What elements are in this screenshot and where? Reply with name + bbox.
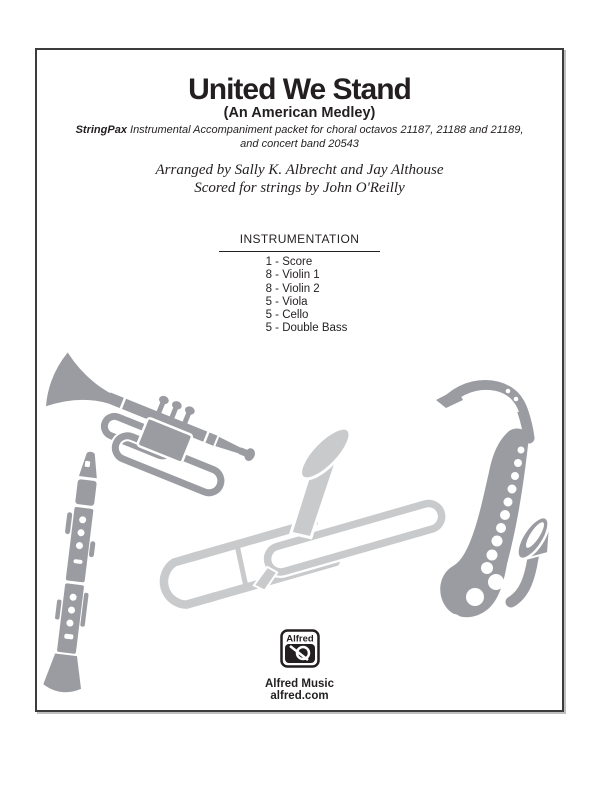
alfred-logo-text: Alfred xyxy=(285,633,314,645)
instrumentation-item: 8 - Violin 1 xyxy=(265,269,320,282)
packet-description-line1-rest: Instrumental Accompaniment packet for choral octavos 21187, 21188 and 21189, xyxy=(126,124,524,136)
instrumentation-heading: INSTRUMENTATION xyxy=(219,232,381,252)
instrumentation-section xyxy=(37,230,562,252)
page-title: United We Stand xyxy=(188,73,411,106)
saxophone-icon xyxy=(436,385,554,630)
trumpet-icon xyxy=(34,351,264,504)
instrumentation-item: 5 - Viola xyxy=(265,295,308,308)
publisher-website: alfred.com xyxy=(270,690,329,702)
instrumentation-item: 5 - Cello xyxy=(265,309,309,322)
arranger-credit: Arranged by Sally K. Albrecht and Jay Althouse xyxy=(155,162,444,178)
packet-description-line2: and concert band 20543 xyxy=(240,137,359,150)
credits xyxy=(37,162,562,197)
instrumentation-item: 8 - Violin 2 xyxy=(265,282,320,295)
cover-page xyxy=(35,48,564,712)
instrumentation-item: 1 - Score xyxy=(265,256,313,268)
alfred-logo xyxy=(280,629,320,669)
instrumentation-list xyxy=(37,256,562,336)
publisher-footer xyxy=(37,629,562,702)
instrumentation-item: 5 - Double Bass xyxy=(265,322,348,335)
orchestrator-credit: Scored for strings by John O'Reilly xyxy=(194,179,405,196)
series-name: StringPax xyxy=(75,124,127,136)
trombone-icon xyxy=(134,401,448,617)
packet-description xyxy=(37,124,562,151)
packet-description-line1 xyxy=(37,124,562,138)
page-subtitle: (An American Medley) xyxy=(223,105,376,121)
publisher-name: Alfred Music xyxy=(264,678,334,690)
